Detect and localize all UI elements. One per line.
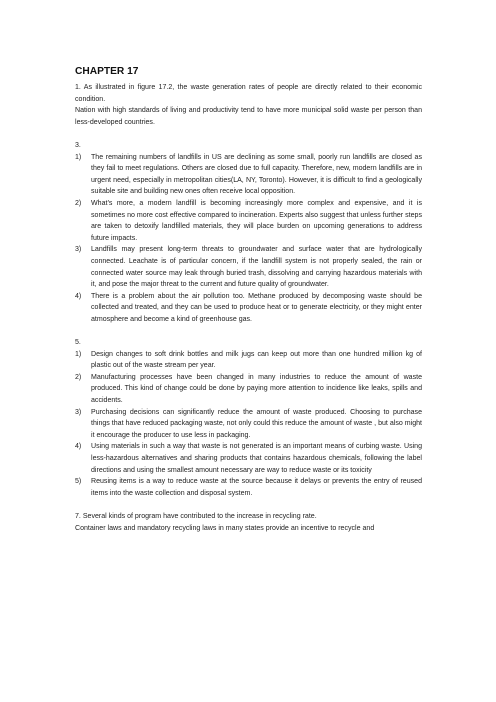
list-item — [75, 291, 422, 326]
list-item-text: There is a problem about the air pollution too. Methane produced by decomposing waste should be collected and treated, and they can be used to produce heat or to generate electricity, or they might enter atmosphere and become a kind of greenhouse gas. — [91, 292, 422, 323]
list-item-number: 4) — [75, 292, 82, 300]
question-3-label: 3. — [75, 141, 81, 149]
list-item-text: Manufacturing processes have been changed in many industries to reduce the amount of waste produced. This kind of change could be done by paying more attention to incidence like leaks, spills and accidents. — [91, 373, 422, 405]
list-item-number: 2) — [75, 373, 82, 381]
list-item-number: 3) — [75, 408, 82, 416]
list-item-text: What’s more, a modern landfill is becoming increasingly more complex and expensive, and it is sometimes no more cost effective compared to incineration. Experts also suggest that unless further steps are taken to detoxify landfilled materials, they will place burden on upcoming generations to address future impacts. — [91, 199, 422, 242]
page-content — [75, 66, 422, 534]
spacer — [75, 325, 422, 337]
chapter-title: CHAPTER 17 — [75, 66, 139, 77]
question-1-paragraph: 1. As illustrated in figure 17.2, the waste generation rates of people are directly related to their economic condition. — [75, 84, 422, 103]
list-item — [75, 476, 422, 499]
question-7-paragraph: 7. Several kinds of program have contributed to the increase in recycling rate. — [75, 512, 317, 520]
list-item — [75, 152, 422, 198]
list-item-text: Purchasing decisions can significantly reduce the amount of waste produced. Choosing to purchase things that have reduced packaging waste, not only could this reduce the amount of waste , but also might it encourage the producer to use less in packaging. — [91, 408, 422, 439]
list-item — [75, 372, 422, 407]
list-item-number: 2) — [75, 199, 82, 207]
question-7-paragraph-2: Container laws and mandatory recycling laws in many states provide an incentive to recycle and — [75, 524, 375, 532]
list-item-number: 1) — [75, 350, 82, 358]
list-item — [75, 349, 422, 372]
list-item — [75, 407, 422, 442]
question-5-list — [75, 349, 422, 500]
list-item-number: 3) — [75, 246, 82, 254]
spacer — [75, 499, 422, 511]
list-item-text: Design changes to soft drink bottles and milk jugs can keep out more than one hundred million kg of plastic out of the waste stream per year. — [91, 350, 422, 370]
list-item — [75, 198, 422, 244]
question-5-label: 5. — [75, 339, 81, 347]
list-item-number: 1) — [75, 153, 82, 161]
list-item-text: The remaining numbers of landfills in US are declining as some small, poorly run landfills are closed as they fail to meet regulations. Others are closed due to full capacity. Therefore, new, modern landfills are in urgent need, especially in metropolitan cities(LA, NY, Toronto). However, it is difficult to find a geologically suitable site and building new ones often receive local opposition. — [91, 153, 422, 196]
list-item — [75, 441, 422, 476]
spacer — [75, 128, 422, 140]
list-item-text: Reusing items is a way to reduce waste at the source because it delays or prevents the entry of reused items into the waste collection and disposal system. — [91, 478, 422, 497]
list-item-number: 4) — [75, 443, 82, 451]
question-3-list — [75, 152, 422, 326]
list-item-text: Using materials in such a way that waste is not generated is an important means of curbing waste. Using less-hazardous alternatives and sharing products that contains hazardous chemicals, following the label directions and using the smallest amount necessary are way to reduce waste or its toxicity — [91, 443, 422, 474]
list-item-text: Landfills may present long-term threats to groundwater and surface water that are hydrologically connected. Leachate is of particular concern, if the landfill system is not properly sealed, the rain or connected water source may leak through buried trash, dissolving and carrying hazardous materials with it, and pose the major threat to the current and future quality of groundwater. — [91, 246, 422, 289]
list-item-number: 5) — [75, 478, 82, 486]
list-item — [75, 244, 422, 290]
question-1-paragraph-2: Nation with high standards of living and productivity tend to have more municipal solid waste per person than less-developed countries. — [75, 107, 422, 126]
